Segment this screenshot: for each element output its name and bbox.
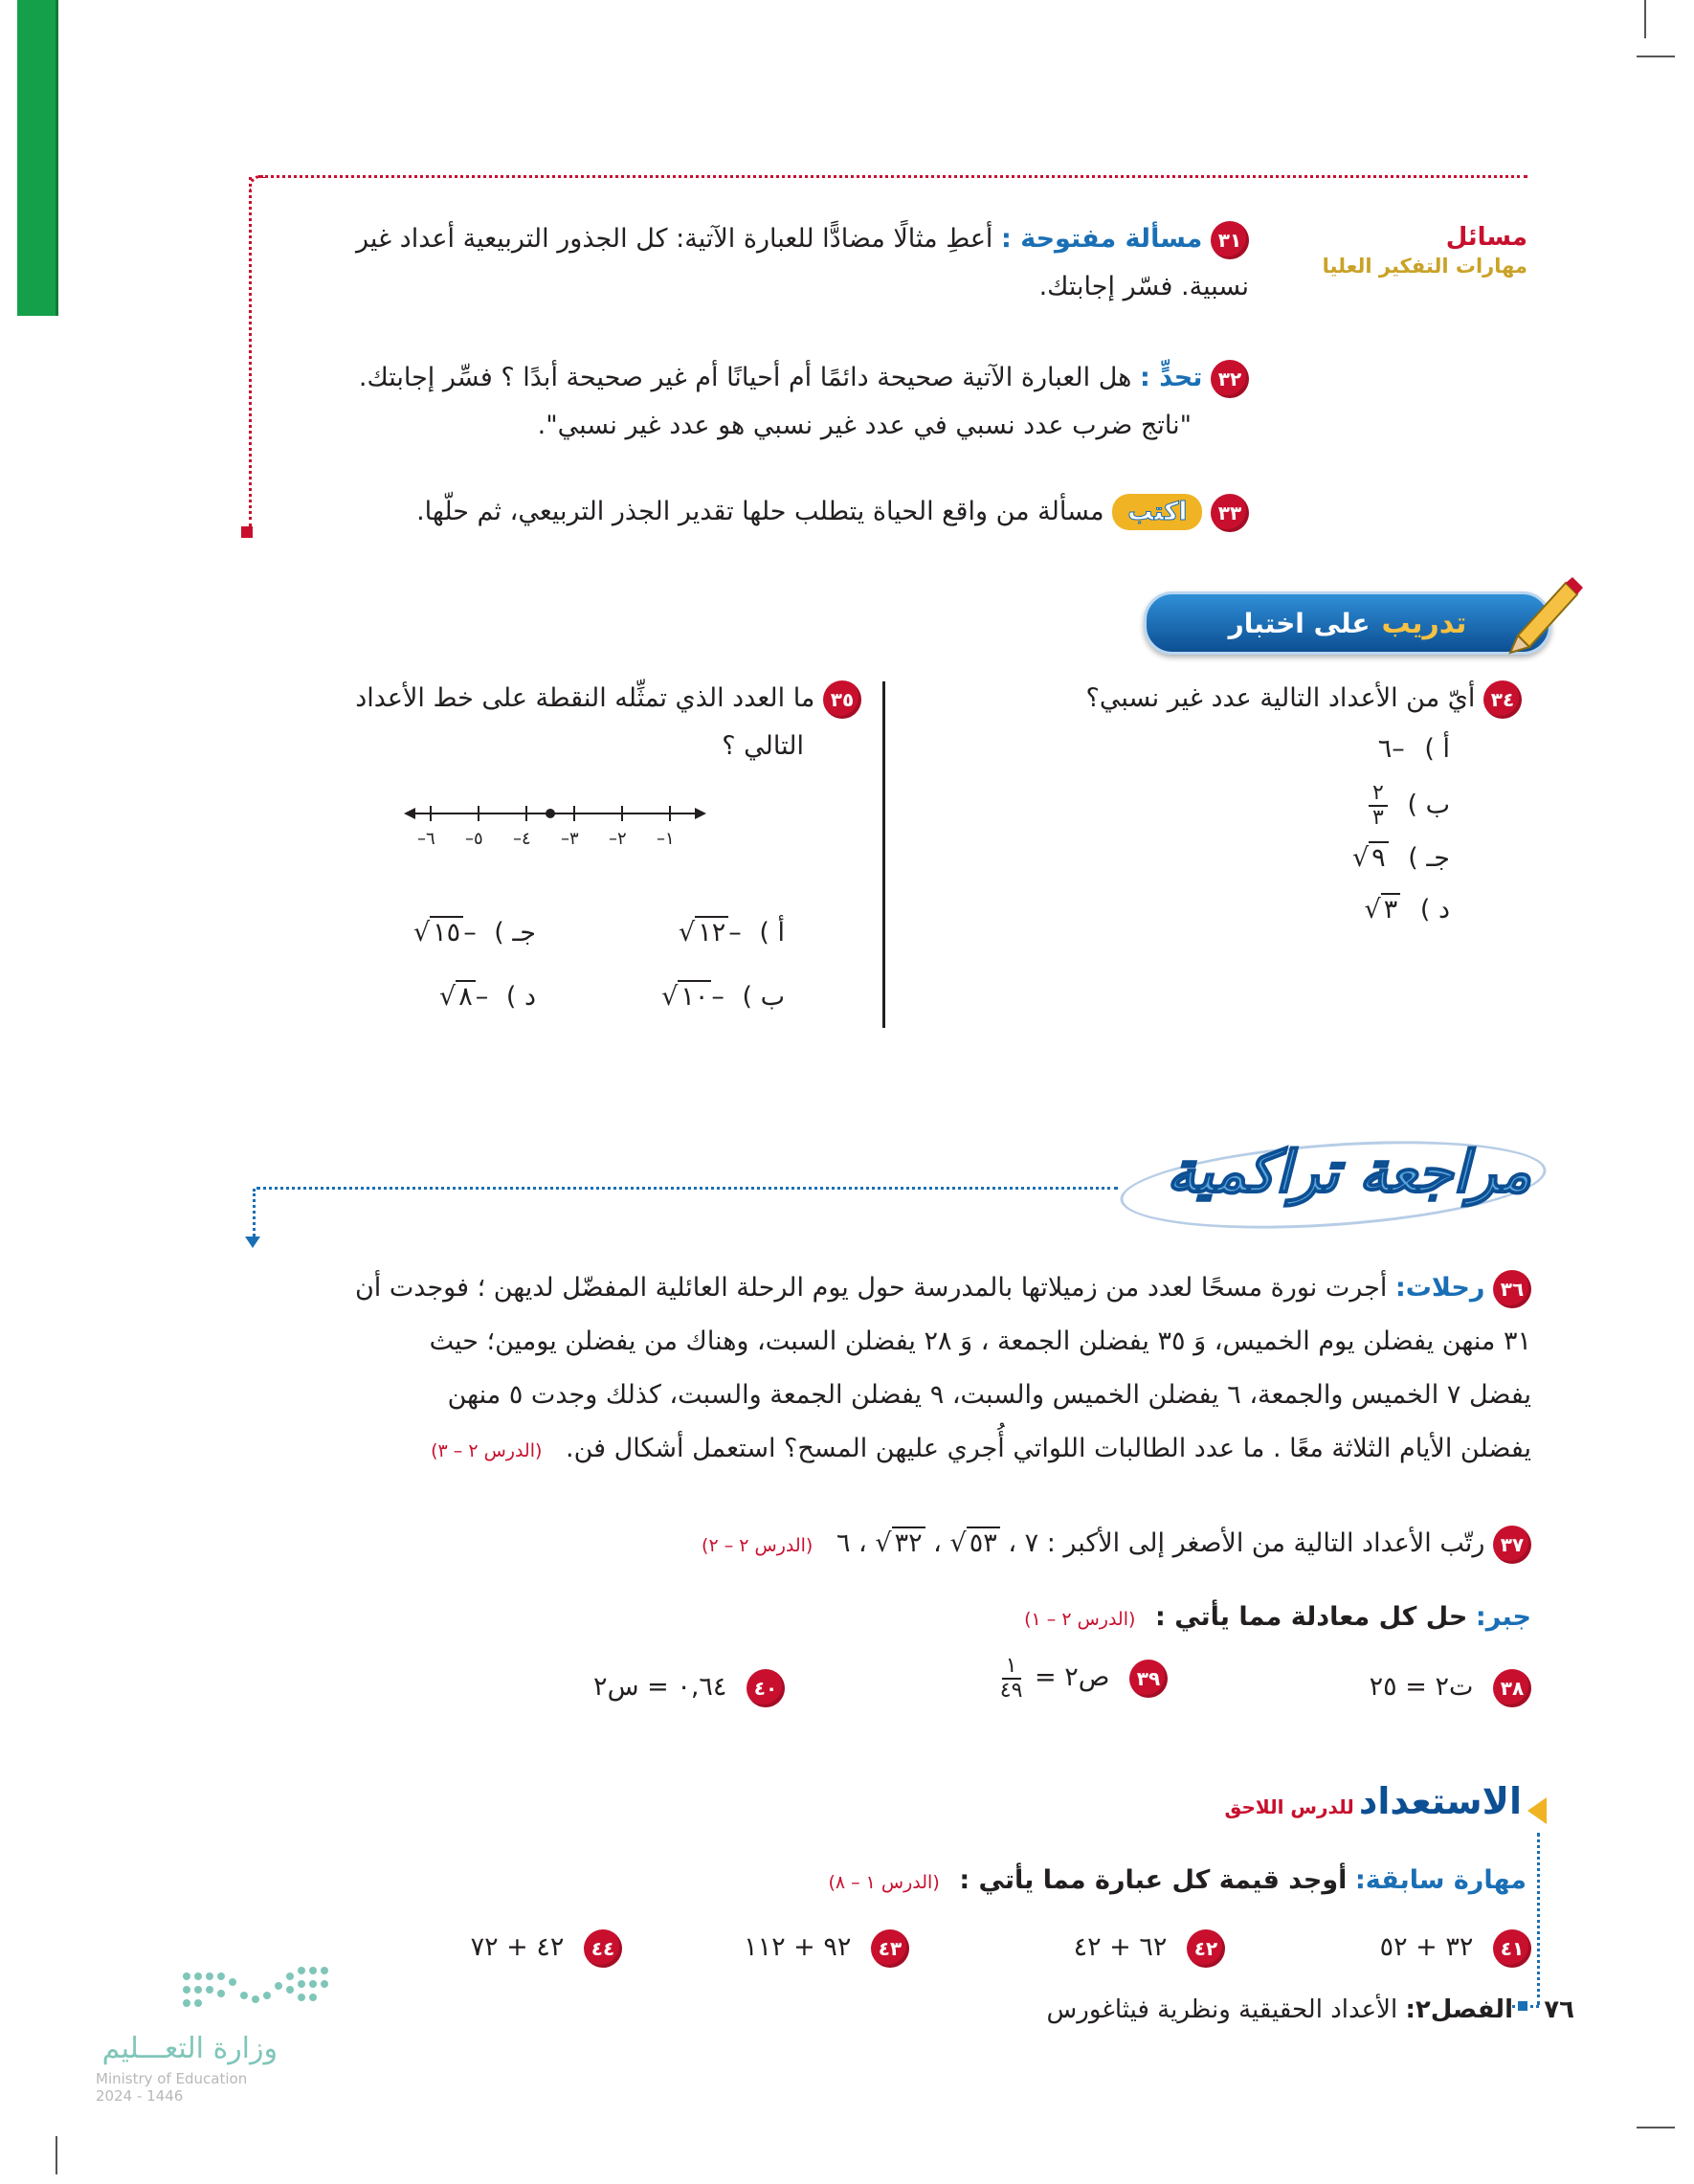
problem-number: ٣٤ — [1483, 680, 1522, 719]
chapter-tab — [17, 0, 58, 316]
prep-instruction — [766, 1857, 1527, 1906]
problem-number: ٣٢ — [1211, 360, 1249, 398]
question-35 — [306, 675, 861, 770]
sqrt-icon: √ — [439, 982, 457, 1012]
q35-choice-c[interactable]: جـ ) –١٥√ — [412, 918, 536, 947]
sqrt-icon: √ — [661, 982, 679, 1012]
question-36 — [230, 1261, 1531, 1478]
choice-c[interactable] — [957, 839, 1450, 878]
equation-lhs: ص٢ = — [1035, 1662, 1110, 1692]
number-line-label: –٦ — [417, 829, 435, 849]
prep-border-right — [1537, 1833, 1540, 2005]
write-badge: اكتب — [1112, 494, 1202, 530]
expression: ٦٢ + ٤٢ — [1073, 1932, 1168, 1962]
section-border-left — [249, 177, 252, 526]
algebra-label: جبر: — [1475, 1602, 1531, 1632]
fraction-numerator: ٢ — [1369, 782, 1388, 807]
question-40 — [498, 1663, 785, 1711]
review-title: مراجعة تراكمية — [1166, 1139, 1531, 1206]
test-practice-banner — [1144, 591, 1551, 655]
ministry-name-ar: وزارة التعـــليم — [101, 2032, 278, 2065]
problem-number: ٣٦ — [1493, 1270, 1531, 1308]
question-text: أيّ من الأعداد التالية عدد غير نسبي؟ — [1085, 683, 1476, 713]
choice-a[interactable] — [957, 730, 1450, 769]
problem-number: ٣١ — [1211, 221, 1249, 259]
number-line-label: –٣ — [561, 829, 579, 849]
expression: ٤٢ + ٧٢ — [470, 1932, 565, 1962]
sqrt-icon: √ — [412, 918, 431, 947]
algebra-text: حل كل معادلة مما يأتي : — [1155, 1602, 1468, 1632]
sidebar-subtitle: مهارات التفكير العليا — [1322, 255, 1527, 278]
ministry-logo-icon — [177, 1957, 340, 2024]
sqrt-icon: √ — [1364, 895, 1381, 925]
sqrt-value: ١٥ — [430, 916, 463, 947]
prep-text: أوجد قيمة كل عبارة مما يأتي : — [959, 1865, 1348, 1895]
problem-heading: تحدٍّ : — [1140, 363, 1203, 392]
problem-32-line1 — [273, 354, 1249, 402]
banner-word2: على اختبار — [1228, 607, 1371, 639]
prep-heading: مهارة سابقة: — [1355, 1865, 1527, 1895]
question-36-line1 — [230, 1261, 1531, 1315]
page-footer — [861, 1991, 1574, 2029]
sqrt-icon: √ — [1351, 843, 1370, 873]
fraction-denominator: ٣ — [1372, 806, 1384, 830]
problem-text: أجرت نورة مسحًا لعدد من زميلاتها بالمدرسة حول يوم الرحلة العائلية المفضّل لديهن ؛ فوجدت أن — [354, 1273, 1388, 1303]
problem-number: ٣٣ — [1211, 494, 1249, 532]
problem-text: هل العبارة الآتية صحيحة دائمًا أم أحيانًا أم غير صحيحة أبدًا ؟ فسِّر إجابتك. — [358, 363, 1132, 392]
sqrt-value: ١٢ — [695, 916, 728, 947]
number-line-point — [546, 809, 555, 818]
choice-label: ب ) — [742, 982, 785, 1012]
ministry-logo — [91, 1957, 340, 2110]
prep-item-44 — [364, 1924, 622, 1972]
problems-sidebar — [1282, 222, 1527, 279]
problem-number: ٤٢ — [1187, 1929, 1225, 1968]
problem-number: ٣٩ — [1129, 1660, 1168, 1698]
question-text: ما العدد الذي تمثِّله النقطة على خط الأعداد — [355, 683, 815, 713]
choice-label: أ ) — [1424, 734, 1450, 764]
choice-label: جـ ) — [494, 918, 536, 947]
question-37 — [574, 1520, 1531, 1570]
problem-32-line2: "ناتج ضرب عدد نسبي في عدد غير نسبي هو عدد غير نسبي". — [537, 411, 1192, 440]
fraction-denominator: ٤٩ — [999, 1678, 1023, 1703]
arrow-down-icon — [245, 1237, 260, 1248]
choice-label: أ ) — [759, 918, 785, 947]
algebra-heading — [861, 1593, 1531, 1643]
q35-choice-b[interactable]: ب ) –١٠√ — [661, 982, 785, 1012]
chapter-title: الأعداد الحقيقية ونظرية فيثاغورس — [1046, 1995, 1398, 2024]
prep-item-42 — [967, 1924, 1225, 1972]
lesson-ref: (الدرس ١ – ٨) — [828, 1872, 940, 1893]
problem-number: ٣٨ — [1493, 1669, 1531, 1707]
question-36-line3: يفضل ٧ الخميس والجمعة، ٦ يفضلن الخميس والسبت، ٩ يفضلن الجمعة والسبت، كذلك وجدت ٥ منهن — [447, 1380, 1531, 1410]
expression: ٣٢ + ٥٢ — [1379, 1932, 1474, 1962]
problem-number: ٣٧ — [1493, 1526, 1531, 1564]
number-line — [402, 796, 708, 854]
problem-31-line2: نسبية. فسّر إجابتك. — [1038, 272, 1249, 301]
lesson-ref: (الدرس ٢ – ١) — [1024, 1609, 1136, 1630]
crop-mark — [1644, 0, 1646, 38]
problem-number: ٤٠ — [747, 1669, 785, 1707]
prep-item-43 — [651, 1924, 909, 1972]
choice-d[interactable] — [957, 891, 1450, 929]
prep-title — [1053, 1780, 1522, 1822]
question-39 — [880, 1654, 1168, 1703]
problem-31 — [273, 215, 1249, 311]
q35-choice-d[interactable]: د ) –٨√ — [439, 982, 536, 1012]
chapter-label: الفصل٢: — [1405, 1995, 1513, 2024]
number-line-label: –١ — [657, 829, 675, 849]
sqrt-value: ٣ — [1381, 893, 1401, 925]
lesson-ref: (الدرس ٢ – ٢) — [702, 1535, 814, 1556]
separator: ، — [933, 1528, 942, 1558]
ministry-name-en: Ministry of Education — [96, 2070, 248, 2087]
equation: ٠,٦٤ = س٢ — [593, 1672, 727, 1702]
problem-text: أعطِ مثالًا مضادًّا للعبارة الآتية: كل الجذور التربيعية أعداد غير — [355, 224, 993, 254]
sqrt-value: ٣٢ — [892, 1527, 925, 1558]
ministry-year: 2024 - 1446 — [96, 2087, 184, 2105]
prep-item-41 — [1273, 1924, 1531, 1972]
choice-label: د ) — [1419, 895, 1450, 925]
problem-text: مسألة من واقع الحياة يتطلب حلها تقدير الجذر التربيعي، ثم حلّها. — [416, 497, 1104, 526]
sqrt-icon: √ — [679, 918, 696, 947]
question-38 — [1244, 1663, 1531, 1711]
choice-label: ب ) — [1407, 790, 1450, 820]
problem-number: ٣٥ — [823, 680, 861, 719]
question-34 — [957, 675, 1522, 929]
banner-word1: تدريب — [1381, 606, 1467, 640]
fraction-numerator: ١ — [1002, 1655, 1021, 1680]
crop-mark — [1637, 56, 1675, 57]
sqrt-value: ٨ — [456, 980, 476, 1012]
sqrt-value: ٩ — [1369, 841, 1389, 873]
review-border-left — [253, 1189, 256, 1237]
fraction — [996, 1655, 1027, 1703]
problem-text: رتّب الأعداد التالية من الأصغر إلى الأكبر : ٧ ، — [1008, 1528, 1485, 1558]
choice-label: د ) — [505, 982, 536, 1012]
sidebar-title: مسائل — [1445, 223, 1527, 252]
number-line-label: –٢ — [609, 829, 627, 849]
prep-arrow-icon — [1527, 1797, 1547, 1824]
q35-choice-a[interactable]: أ ) –١٢√ — [679, 918, 785, 947]
equation: ت٢ = ٢٥ — [1369, 1672, 1474, 1702]
problem-text: ، ٦ — [836, 1528, 867, 1558]
prep-title-text: الاستعداد — [1358, 1780, 1522, 1822]
section-border-top — [258, 175, 1527, 178]
problem-32 — [273, 354, 1249, 450]
pencil-icon — [1499, 568, 1585, 655]
sqrt-icon: √ — [949, 1528, 967, 1558]
number-line-label: –٤ — [513, 829, 531, 849]
page-number: ٧٦ — [1544, 1995, 1574, 2024]
problem-heading: مسألة مفتوحة : — [1001, 224, 1203, 254]
problem-31-line1 — [273, 215, 1249, 263]
fraction — [1369, 782, 1388, 830]
sqrt-value: ٥٣ — [967, 1527, 1000, 1558]
problem-33 — [273, 488, 1249, 536]
problem-number: ٤٤ — [584, 1929, 622, 1968]
question-34-prompt — [957, 675, 1522, 723]
section-border-curve — [249, 175, 265, 191]
choice-value: –٦ — [1377, 734, 1405, 764]
problem-number: ٤١ — [1493, 1929, 1531, 1968]
problem-heading: رحلات: — [1394, 1273, 1485, 1303]
choice-label: جـ ) — [1408, 843, 1450, 873]
expression: ٩٢ + ١١٢ — [744, 1932, 852, 1962]
question-36-line4 — [230, 1422, 1531, 1478]
prep-subtitle: للدرس اللاحق — [1224, 1795, 1354, 1818]
question-35-line2: التالي ؟ — [722, 731, 804, 761]
choice-b[interactable] — [957, 782, 1450, 830]
crop-mark — [1637, 2127, 1675, 2128]
section-border-corner — [241, 526, 253, 538]
sqrt-value: ١٠ — [678, 980, 711, 1012]
question-36-line2: ٣١ منهن يفضلن يوم الخميس، وَ ٣٥ يفضلن الجمعة ، وَ ٢٨ يفضلن السبت، وهناك من يفضلن يومين؛ حيث — [429, 1326, 1531, 1356]
review-border-top — [256, 1187, 1118, 1190]
sqrt-icon: √ — [875, 1528, 892, 1558]
problem-text: يفضلن الأيام الثلاثة معًا . ما عدد الطالبات اللواتي أُجري عليهن المسح؟ استعمل أشكال فن. — [566, 1434, 1531, 1463]
number-line-label: –٥ — [465, 829, 483, 849]
lesson-ref: (الدرس ٢ – ٣) — [431, 1440, 543, 1461]
column-divider — [882, 681, 885, 1028]
question-35-prompt — [306, 675, 861, 723]
problem-number: ٤٣ — [871, 1929, 909, 1968]
crop-mark — [56, 2136, 57, 2174]
